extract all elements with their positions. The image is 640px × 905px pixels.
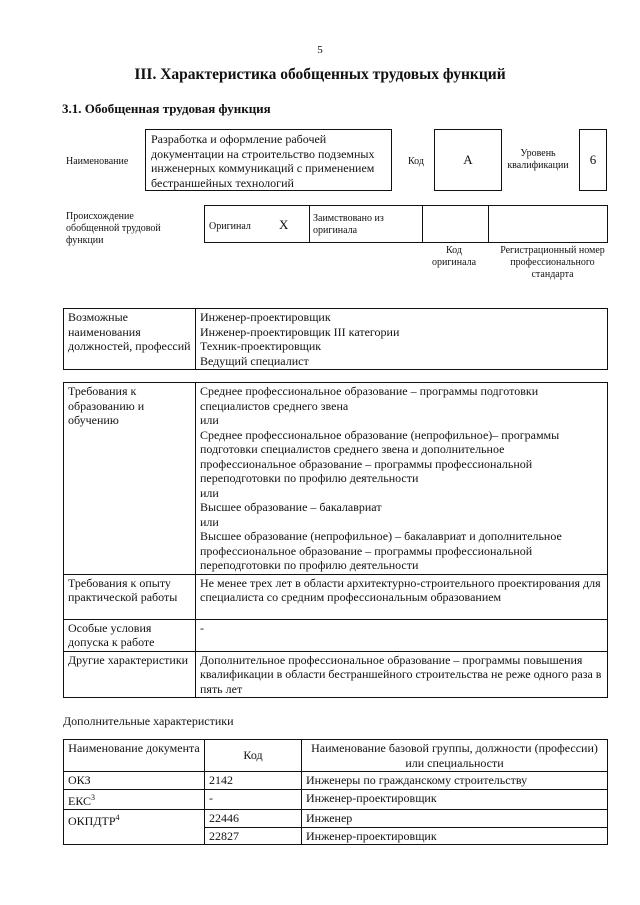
req-admission-label: Особые условия допуска к работе: [64, 619, 196, 651]
cell-name: Инженер-проектировщик: [302, 827, 608, 845]
positions-table: [63, 308, 608, 370]
page-number: 5: [317, 44, 323, 56]
table-row: [64, 383, 608, 575]
origin-borrowed-label: Заимствовано из оригинала: [313, 213, 384, 236]
origin-box: [204, 205, 608, 243]
header-code: Код: [205, 740, 302, 772]
origin-divider: [309, 206, 310, 242]
table-row: [64, 651, 608, 698]
additional-title: Дополнительные характеристики: [63, 714, 234, 728]
cell-code: 22446: [205, 810, 302, 828]
origin-reg-number-label: Регистрационный номер профессионального стандарта: [500, 245, 605, 280]
cell-doc: ОКЗ: [64, 772, 205, 790]
otf-level-label: Уровень квалификации: [507, 148, 569, 171]
req-other-label: Другие характеристики: [64, 651, 196, 698]
position-item: Ведущий специалист: [200, 353, 309, 368]
origin-original-label: Оригинал: [209, 221, 251, 232]
req-education-label: Требования к образованию и обучению: [64, 383, 196, 575]
position-item: Инженер-проектировщик III категории: [200, 324, 400, 339]
position-item: Инженер-проектировщик: [200, 310, 331, 324]
table-row: [64, 789, 608, 810]
origin-original-mark: X: [279, 217, 289, 232]
subsection-title: 3.1. Обобщенная трудовая функция: [62, 101, 271, 116]
origin-divider: [422, 206, 423, 242]
additional-table: [63, 739, 608, 845]
otf-name-value: Разработка и оформление рабочей документации на строительство подземных инженерных коммуникаций с применением бестраншейных технологий: [145, 129, 392, 191]
req-education-value: Среднее профессиональное образование – программы подготовки специалистов среднего звена или Среднее профессиональное образование (непрофильное)– программы подготовки специалистов среднего звена и дополнительное профессиональное образование – программы профессиональной переподготовки по профилю деятельности или Высшее образование – бакалавриат или Высшее образование (непрофильное) – бакалавриат и дополнительное профессиональное образование – программы профессиональной переподготовки по профилю деятельности: [196, 383, 608, 575]
cell-name: Инженер: [302, 810, 608, 828]
origin-divider: [488, 206, 489, 242]
origin-code-original-label: Код оригинала: [431, 245, 477, 268]
header-name: Наименование базовой группы, должности (профессии) или специальности: [302, 740, 608, 772]
positions-list: [196, 309, 608, 370]
requirements-table: [63, 382, 608, 698]
otf-code-label: Код: [408, 156, 424, 167]
cell-code: -: [205, 789, 302, 810]
table-row: [64, 772, 608, 790]
positions-label: Возможные наименования должностей, профессий: [64, 309, 196, 370]
req-experience-label: Требования к опыту практической работы: [64, 574, 196, 619]
cell-code: 2142: [205, 772, 302, 790]
table-row: [64, 810, 608, 828]
otf-code-value: А: [434, 129, 502, 191]
otf-level-value: 6: [579, 129, 607, 191]
table-row: [64, 574, 608, 619]
req-admission-value: -: [196, 619, 608, 651]
otf-name-label: Наименование: [66, 156, 129, 167]
cell-name: Инженеры по гражданскому строительству: [302, 772, 608, 790]
section-title: III. Характеристика обобщенных трудовых функций: [134, 66, 506, 83]
cell-code: 22827: [205, 827, 302, 845]
req-other-value: Дополнительное профессиональное образование – программы повышения квалификации в области бестраншейного строительства не реже одного раза в пять лет: [196, 651, 608, 698]
req-experience-value: Не менее трех лет в области архитектурно-строительного проектирования для специалиста со средним профессиональным образованием: [196, 574, 608, 619]
header-doc: Наименование документа: [64, 740, 205, 772]
cell-doc: ОКПДТР$^4$: [64, 810, 205, 845]
cell-doc: ЕКС$^3$: [64, 789, 205, 810]
table-header-row: [64, 740, 608, 772]
cell-name: Инженер-проектировщик: [302, 789, 608, 810]
table-row: [64, 619, 608, 651]
position-item: Техник-проектировщик: [200, 339, 322, 353]
origin-label: Происхождение обобщенной трудовой функции: [66, 211, 161, 246]
